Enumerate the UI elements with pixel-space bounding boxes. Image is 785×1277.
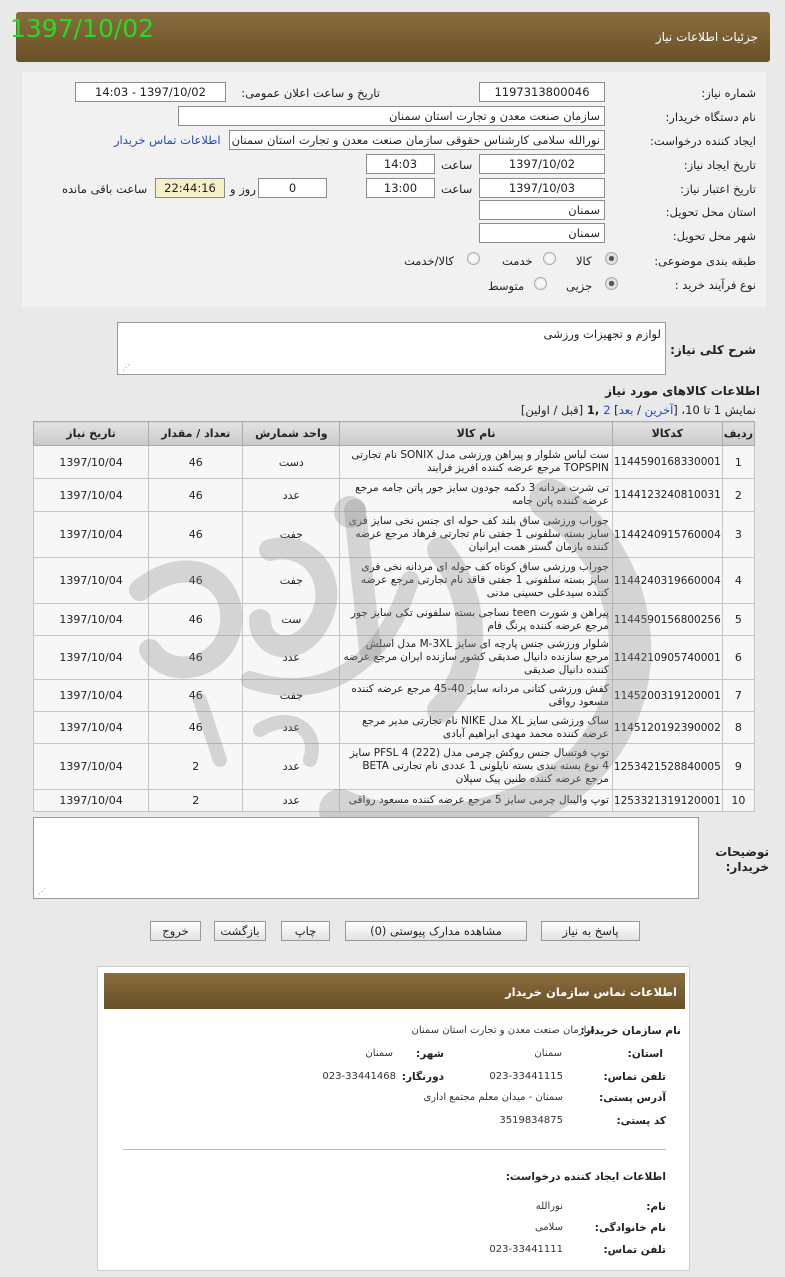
need-number-field[interactable]: 1197313800046 [479, 82, 605, 102]
process-medium-radio[interactable] [534, 277, 547, 290]
creator-label: ایجاد کننده درخواست: [650, 134, 756, 148]
col-need-date: تاریخ نیاز [34, 422, 149, 446]
item-qty: 46 [149, 558, 243, 604]
item-qty: 46 [149, 712, 243, 744]
category-both-label: کالا/خدمت [404, 254, 455, 268]
pager-next-link[interactable]: بعد [618, 403, 634, 417]
contact-address-label: آدرس پستی: [599, 1092, 666, 1104]
created-date-label: تاریخ ایجاد نیاز: [683, 158, 756, 172]
table-row[interactable] [34, 446, 755, 479]
created-date-field[interactable]: 1397/10/02 [479, 154, 605, 174]
item-qty: 2 [149, 744, 243, 790]
item-name: ساک ورزشی سایز XL مدل NIKE نام تجارتی مدیر مرجع عرضه کننده محمد مهدی ابراهیم آبادی [340, 712, 613, 744]
days-label: روز و [230, 182, 256, 196]
pager-sep: / [633, 403, 645, 417]
contact-city-label: شهر: [416, 1048, 444, 1060]
validity-time-label: ساعت [441, 182, 473, 196]
row-number: 2 [722, 479, 754, 512]
item-code: 1144210905740001 [612, 636, 722, 680]
col-quantity: تعداد / مقدار [149, 422, 243, 446]
category-both-radio[interactable] [467, 252, 480, 265]
item-name: پیراهن و شورت teen نساجی بسته سلفونی تکی سایز جور مرجع عرضه کننده پرنگ فام [340, 604, 613, 636]
pager-mid: ] [610, 403, 619, 417]
contact-card-header [104, 973, 685, 1009]
validity-time-field[interactable]: 13:00 [366, 178, 435, 198]
process-minor-radio[interactable] [605, 277, 618, 290]
creator-name-label: نام: [646, 1201, 666, 1213]
remaining-time-field: 22:44:16 [155, 178, 225, 198]
contact-address-value: سمنان - میدان معلم مجتمع اداری [423, 1092, 563, 1103]
creator-phone-label: تلفن تماس: [603, 1244, 666, 1256]
row-number: 8 [722, 712, 754, 744]
item-name: تی شرت مردانه 3 دکمه جودون سایز جور پاتن جامه مرجع عرضه کننده پاتن جامه [340, 479, 613, 512]
pager-suffix: [قبل / اولین] [520, 403, 587, 417]
remaining-label: ساعت باقی مانده [62, 182, 148, 196]
city-label: شهر محل تحویل: [672, 229, 756, 243]
pager [521, 403, 756, 417]
item-code: 1253421528840005 [612, 744, 722, 790]
reply-button[interactable]: پاسخ به نیاز [541, 921, 640, 941]
row-number: 5 [722, 604, 754, 636]
category-goods-label: کالا [576, 254, 592, 268]
item-date: 1397/10/04 [34, 512, 149, 558]
item-name: شلوار ورزشی جنس پارچه ای سایز M-3XL مدل اسلش مرجع سازنده دانیال صدیقی کشور سازنده ایران مرجع عرضه کننده دانیال صدیقی [340, 636, 613, 680]
item-qty: 46 [149, 446, 243, 479]
pager-page-2-link[interactable]: 2 [603, 403, 611, 417]
row-number: 3 [722, 512, 754, 558]
item-unit: عدد [243, 744, 340, 790]
item-qty: 46 [149, 680, 243, 712]
items-table [33, 421, 755, 812]
item-code: 1144240319660004 [612, 558, 722, 604]
item-date: 1397/10/04 [34, 604, 149, 636]
contact-divider [123, 1149, 666, 1150]
item-date: 1397/10/04 [34, 744, 149, 790]
contact-fax-label: دورنگار: [401, 1071, 444, 1083]
row-number: 10 [722, 790, 754, 812]
buyer-notes-label-line2: خریدار: [725, 860, 769, 874]
item-code: 1253321319120001 [612, 790, 722, 812]
table-row[interactable] [34, 636, 755, 680]
days-field[interactable]: 0 [258, 178, 327, 198]
item-unit: عدد [243, 790, 340, 812]
item-unit: دست [243, 446, 340, 479]
process-label: نوع فرآیند خرید : [674, 278, 756, 292]
contact-fax-value: 023-33441468 [322, 1071, 396, 1082]
item-code: 1144123240810031 [612, 479, 722, 512]
exit-button[interactable]: خروج [150, 921, 201, 941]
item-name: ست لباس شلوار و پیراهن ورزشی مدل SONIX نام تجارتی TOPSPIN مرجع عرضه کننده افریز فرایند [340, 446, 613, 479]
item-unit: عدد [243, 479, 340, 512]
creator-phone-value: 023-33441111 [489, 1244, 563, 1255]
category-service-label: خدمت [502, 254, 533, 268]
created-time-label: ساعت [441, 158, 473, 172]
item-unit: جفت [243, 558, 340, 604]
resize-grip-icon[interactable]: ⋰ [122, 363, 130, 372]
col-row-number: ردیف [722, 422, 754, 446]
row-number: 7 [722, 680, 754, 712]
item-unit: عدد [243, 712, 340, 744]
contact-phone-value: 023-33441115 [489, 1071, 563, 1082]
need-number-label: شماره نیاز: [701, 86, 756, 100]
item-code: 1144240915760004 [612, 512, 722, 558]
date-stamp: 1397/10/02 [10, 14, 155, 43]
row-number: 4 [722, 558, 754, 604]
buyer-notes-label-line1: توضیحات [715, 845, 769, 859]
item-qty: 46 [149, 604, 243, 636]
item-date: 1397/10/04 [34, 680, 149, 712]
row-number: 6 [722, 636, 754, 680]
resize-grip-icon[interactable]: ⋰ [38, 887, 46, 896]
buyer-field[interactable]: سازمان صنعت معدن و تجارت استان سمنان [178, 106, 605, 126]
col-item-name: نام کالا [340, 422, 613, 446]
item-date: 1397/10/04 [34, 636, 149, 680]
process-minor-label: جزیی [566, 279, 593, 293]
buyer-contact-card [97, 966, 690, 1271]
process-medium-label: متوسط [488, 279, 525, 293]
buyer-contact-link[interactable]: اطلاعات تماس خریدار [114, 133, 221, 147]
item-code: 1144590156800256 [612, 604, 722, 636]
creator-family-value: سلامی [534, 1222, 563, 1233]
item-name: جوراب ورزشی ساق کوتاه کف حوله ای مردانه نخی فری سایز بسته سلفونی 1 جفتی فاقد نام تجارتی مرجع عرضه کننده سیدعلی حسینی مدنی [340, 558, 613, 604]
table-row[interactable] [34, 712, 755, 744]
row-number: 1 [722, 446, 754, 479]
contact-phone-label: تلفن تماس: [603, 1071, 666, 1083]
print-button[interactable]: چاپ [281, 921, 330, 941]
item-qty: 2 [149, 790, 243, 812]
back-button[interactable]: بازگشت [214, 921, 266, 941]
buyer-label: نام دستگاه خریدار: [665, 110, 756, 124]
pager-current-page: ,1 [586, 403, 604, 417]
item-code: 1145120192390002 [612, 712, 722, 744]
page-title: جزئیات اطلاعات نیاز [655, 30, 758, 44]
item-name: توپ والیبال چرمی سایز 5 مرجع عرضه کننده مسعود رواقی [340, 790, 613, 812]
creator-name-value: نورالله [535, 1201, 563, 1212]
contact-postal-label: کد پستی: [616, 1115, 666, 1127]
category-label: طبقه بندی موضوعی: [654, 254, 756, 268]
item-qty: 46 [149, 479, 243, 512]
announce-label: تاریخ و ساعت اعلان عمومی: [241, 86, 380, 100]
validity-date-label: تاریخ اعتبار نیاز: [680, 182, 756, 196]
table-row[interactable] [34, 790, 755, 812]
contact-province-value: سمنان [534, 1048, 562, 1059]
item-date: 1397/10/04 [34, 790, 149, 812]
item-date: 1397/10/04 [34, 558, 149, 604]
category-service-radio[interactable] [543, 252, 556, 265]
items-section-title: اطلاعات کالاهای مورد نیاز [605, 384, 760, 398]
item-date: 1397/10/04 [34, 479, 149, 512]
pager-prefix: نمایش 1 تا 10، [ [673, 403, 756, 417]
city-field[interactable]: سمنان [479, 223, 605, 243]
item-name: توپ فوتسال جنس روکش چرمی مدل (222) PFSL 4 سایز 4 نوع بسته بندی بسته نایلونی 1 عددی نام تجارتی BETA مرجع عرضه کننده طنین پیک سپلان [340, 744, 613, 790]
table-row[interactable] [34, 512, 755, 558]
col-unit: واحد شمارش [243, 422, 340, 446]
item-unit: عدد [243, 636, 340, 680]
contact-card-title: اطلاعات تماس سازمان خریدار [505, 985, 677, 999]
created-time-field[interactable]: 14:03 [366, 154, 435, 174]
contact-org-value: سازمان صنعت معدن و تجارت استان سمنان [411, 1025, 595, 1036]
summary-label: شرح کلی نیاز: [670, 343, 756, 357]
item-qty: 46 [149, 512, 243, 558]
table-row[interactable] [34, 479, 755, 512]
province-label: استان محل تحویل: [665, 205, 756, 219]
creator-info-title: اطلاعات ایجاد کننده درخواست: [505, 1171, 666, 1183]
table-row[interactable] [34, 558, 755, 604]
table-row[interactable] [34, 604, 755, 636]
item-name: جوراب ورزشی ساق بلند کف حوله ای جنس نخی سایز فری سایز بسته سلفونی 1 جفتی نام تجارتی فرهاد مرجع عرضه کننده بازمان گستر همت ایرانیان [340, 512, 613, 558]
item-unit: ست [243, 604, 340, 636]
summary-text: لوازم و تجهیزات ورزشی [543, 327, 661, 341]
summary-textarea[interactable] [117, 322, 666, 375]
validity-date-field[interactable]: 1397/10/03 [479, 178, 605, 198]
contact-province-label: استان: [627, 1048, 663, 1060]
table-row[interactable] [34, 680, 755, 712]
buyer-notes-textarea[interactable] [33, 817, 699, 899]
items-table-header [34, 422, 755, 446]
item-date: 1397/10/04 [34, 712, 149, 744]
announce-field[interactable]: 1397/10/02 - 14:03 [75, 82, 226, 102]
creator-field[interactable]: نورالله سلامی کارشناس حقوقی سازمان صنعت معدن و تجارت استان سمنان [229, 130, 605, 150]
item-name: کفش ورزشی کتانی مردانه سایز 40-45 مرجع عرضه کننده مسعود رواقی [340, 680, 613, 712]
item-qty: 46 [149, 636, 243, 680]
item-unit: جفت [243, 512, 340, 558]
table-row[interactable] [34, 744, 755, 790]
province-field[interactable]: سمنان [479, 200, 605, 220]
item-code: 1144590168330001 [612, 446, 722, 479]
row-number: 9 [722, 744, 754, 790]
contact-city-value: سمنان [365, 1048, 393, 1059]
contact-org-label: نام سازمان خریدار: [580, 1025, 681, 1037]
col-item-code: کدکالا [612, 422, 722, 446]
contact-postal-value: 3519834875 [499, 1115, 563, 1126]
item-code: 1145200319120001 [612, 680, 722, 712]
view-attachments-button[interactable]: مشاهده مدارک پیوستی (0) [345, 921, 527, 941]
creator-family-label: نام خانوادگی: [594, 1222, 666, 1234]
item-date: 1397/10/04 [34, 446, 149, 479]
item-unit: جفت [243, 680, 340, 712]
pager-last-link[interactable]: آخرین [644, 403, 674, 417]
category-goods-radio[interactable] [605, 252, 618, 265]
